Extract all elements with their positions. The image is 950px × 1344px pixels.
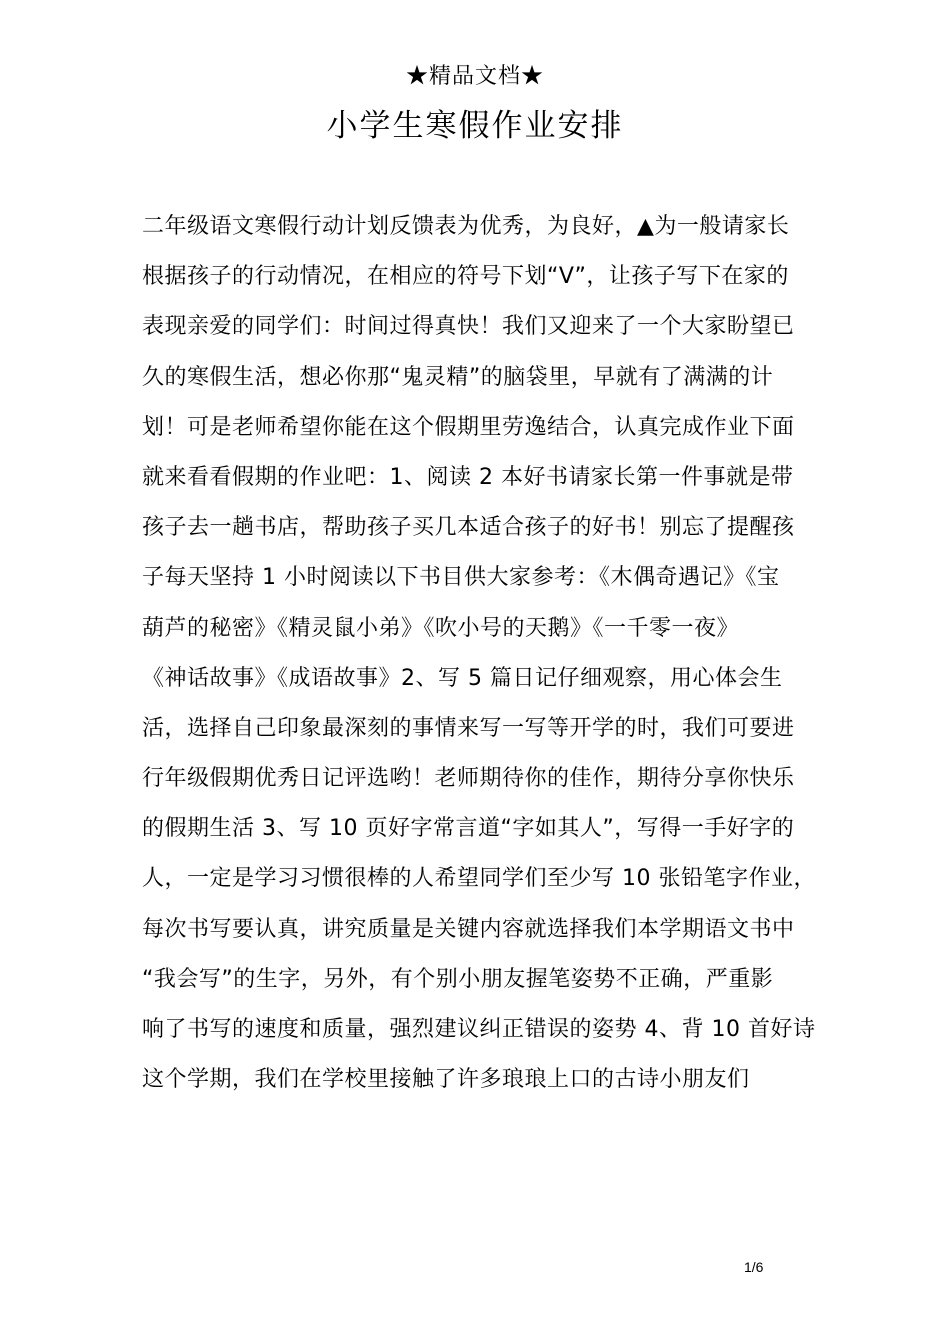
body-line: 《神话故事》《成语故事》2、写 5 篇日记仔细观察，用心体会生 <box>142 665 783 691</box>
body-line: 就来看看假期的作业吧：1、阅读 2 本好书请家长第一件事就是带 <box>142 464 794 490</box>
document-badge: ★精品文档★ <box>405 64 544 89</box>
body-line: 行年级假期优秀日记评选哟！老师期待你的佳作，期待分享你快乐 <box>142 766 795 792</box>
body-line: 葫芦的秘密》《精灵鼠小弟》《吹小号的天鹅》《一千零一夜》 <box>142 615 740 641</box>
body-line: 人，一定是学习习惯很棒的人希望同学们至少写 10 张铅笔字作业， <box>142 866 816 892</box>
body-line: 根据孩子的行动情况，在相应的符号下划“V”，让孩子写下在家的 <box>142 264 789 290</box>
document-body <box>142 209 832 1112</box>
body-line: 二年级语文寒假行动计划反馈表为优秀，为良好，▲为一般请家长 <box>142 214 790 239</box>
body-line: 子每天坚持 1 小时阅读以下书目供大家参考：《木偶奇遇记》《宝 <box>142 565 780 591</box>
body-line: 响了书写的速度和质量，强烈建议纠正错误的姿势 4、背 10 首好诗 <box>142 1017 816 1042</box>
body-line: “我会写”的生字，另外，有个别小朋友握笔姿势不正确，严重影 <box>142 966 774 992</box>
body-line: 划！可是老师希望你能在这个假期里劳逸结合，认真完成作业下面 <box>142 414 795 440</box>
body-line: 孩子去一趟书店，帮助孩子买几本适合孩子的好书！别忘了提醒孩 <box>142 515 795 541</box>
page-number: 1/6 <box>744 1259 764 1275</box>
body-line: 的假期生活 3、写 10 页好字常言道“字如其人”，写得一手好字的 <box>142 816 795 842</box>
body-line: 这个学期，我们在学校里接触了许多琅琅上口的古诗小朋友们 <box>142 1067 750 1093</box>
document-title: 小学生寒假作业安排 <box>326 108 624 144</box>
body-line: 久的寒假生活，想必你那“鬼灵精”的脑袋里，早就有了满满的计 <box>142 364 774 390</box>
body-line: 表现亲爱的同学们：时间过得真快！我们又迎来了一个大家盼望已 <box>142 314 795 340</box>
body-line: 每次书写要认真，讲究质量是关键内容就选择我们本学期语文书中 <box>142 916 795 942</box>
body-line: 活，选择自己印象最深刻的事情来写一写等开学的时，我们可要进 <box>142 715 795 741</box>
